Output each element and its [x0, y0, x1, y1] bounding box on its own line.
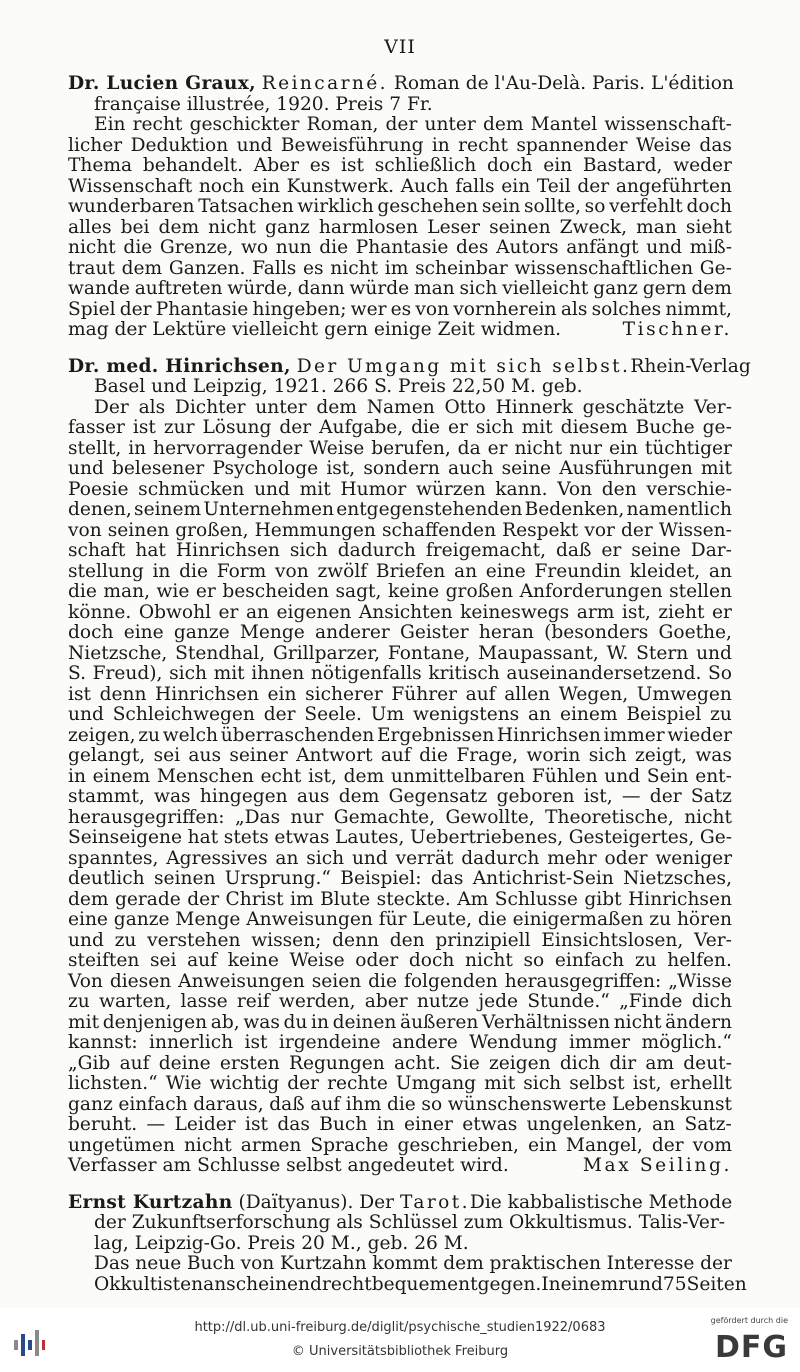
body-line: stellt, in hervorragender Weise berufen, da er nicht nur ein tüchtiger: [68, 437, 732, 459]
review-heading-line: Basel und Leipzig, 1921. 266 S. Preis 22,50 M. geb.: [94, 376, 583, 397]
body-line: nicht die Grenze, wo nun die Phantasie des Autors anfängt und miß-: [68, 237, 732, 258]
body-line: steiften sei auf keine Weise oder doch nicht so einfach zu helfen.: [68, 950, 732, 971]
review-kurtzahn: [68, 1191, 747, 1296]
body-line: und belesener Psychologe ist, sondern auch seine Ausführungen mit: [68, 458, 732, 479]
body-line: Das neue Buch von Kurtzahn kommt dem praktischen Interesse der: [94, 1253, 732, 1274]
body-line: spanntes, Agressives an sich und verrät dadurch mehr oder weniger: [68, 847, 732, 869]
body-line: gelangt, sei aus seiner Antwort auf die Frage, worin sich zeigt, was: [68, 745, 732, 766]
body-line: Spiel der Phantasie hingeben; wer es von vornherein als solches nimmt,: [68, 298, 732, 320]
body-line: und zu verstehen wissen; denn den prinzipiell Einsichtslosen, Ver-: [68, 929, 732, 951]
body-line: eine ganze Menge Anweisungen für Leute, die einigermaßen zu hören: [68, 909, 732, 930]
review-graux: [68, 74, 732, 341]
review-author: Dr. med. Hinrichsen,: [68, 355, 291, 377]
body-line: Okkultisten anscheinend recht bequem entgegen. In einem rund 75 Seiten: [94, 1273, 747, 1295]
body-line: die man, wie er bescheiden sagt, keine großen Anforderungen stellen: [68, 581, 732, 602]
review-heading-line: Ernst Kurtzahn (Daïtyanus). Der Tarot. Die kabbalistische Methode: [68, 1191, 733, 1213]
source-url-link[interactable]: http://dl.ub.uni-freiburg.de/diglit/psychische_studien1922/0683: [194, 1320, 606, 1335]
body-line: Von diesen Anweisungen seien die folgenden herausgegriffen: „Wisse: [68, 970, 732, 992]
review-heading-line: der Zukunftserforschung als Schlüssel zum Okkultismus. Talis-Ver-: [94, 1212, 725, 1233]
dfg-funding-note: gefördert durch die: [710, 1316, 788, 1325]
body-line: wande auftreten würde, dann würde man sich vielleicht ganz gern dem: [68, 278, 732, 299]
body-line: Verfasser am Schlusse selbst angedeutet wird. Max Seiling.: [68, 1155, 732, 1176]
review-heading-line: lag, Leipzig-Go. Preis 20 M., geb. 26 M.: [94, 1232, 469, 1254]
review-author: Dr. Lucien Graux,: [68, 73, 256, 94]
body-line: S. Freud), sich mit ihnen nötigenfalls kritisch auseinandersetzend. So: [68, 663, 732, 684]
review-signature: Tischner.: [622, 319, 732, 340]
review-hinrichsen: [68, 355, 751, 1177]
body-line: doch eine ganze Menge anderer Geister heran (besonders Goethe,: [68, 622, 732, 643]
body-line: beruht. — Leider ist das Buch in einer etwas ungelenken, an Satz-: [68, 1114, 732, 1135]
dfg-logo: DFG: [714, 1330, 788, 1365]
review-heading-line: Dr. Lucien Graux, Reincarné. Roman de l'Au-Delà. Paris. L'édition: [68, 73, 734, 94]
body-line: Seinseigene hat stets etwas Lautes, Uebertriebenes, Gesteigertes, Ge-: [68, 827, 732, 848]
body-line: fasser ist zur Lösung der Aufgabe, die er sich mit diesem Buche ge-: [68, 417, 732, 438]
body-line: ungetümen nicht armen Sprache geschrieben, ein Mangel, der vom: [68, 1134, 732, 1156]
footer: [0, 1308, 800, 1372]
body-line: Der als Dichter unter dem Namen Otto Hinnerk geschätzte Ver-: [94, 396, 732, 418]
body-line: könne. Obwohl er an eigenen Ansichten keineswegs arm ist, zieht er: [68, 601, 732, 623]
body-line: Wissenschaft noch ein Kunstwerk. Auch falls ein Teil der angeführten: [68, 175, 732, 197]
body-line: Thema behandelt. Aber es ist schließlich doch ein Bastard, weder: [68, 155, 732, 176]
review-heading-line: Dr. med. Hinrichsen, Der Umgang mit sich selbst. Rhein-Verlag: [68, 355, 751, 377]
body-line: licher Deduktion und Beweisführung in recht spannender Weise das: [68, 134, 732, 156]
body-line: Ein recht geschickter Roman, der unter dem Mantel wissenschaft-: [94, 114, 732, 135]
body-line: Poesie schmücken und mit Humor würzen kann. Von den verschie-: [68, 478, 732, 500]
body-line: zeigen, zu welch überraschenden Ergebnissen Hinrichsen immer wieder: [68, 724, 732, 746]
body-line: Nietzsche, Stendhal, Grillparzer, Fontane, Maupassant, W. Stern und: [68, 642, 732, 664]
body-line: stellung in die Form von zwölf Briefen an eine Freundin kleidet, an: [68, 560, 732, 582]
body-line: mit denjenigen ab, was du in deinen äußeren Verhältnissen nicht ändern: [68, 1011, 732, 1033]
body-line: zu warten, lasse reif werden, aber nutze jede Stunde.“ „Finde dich: [68, 991, 732, 1012]
body-line: deutlich seinen Ursprung.“ Beispiel: das Antichrist-Sein Nietzsches,: [68, 868, 732, 889]
body-line: lichsten.“ Wie wichtig der rechte Umgang mit sich selbst ist, erhellt: [68, 1073, 732, 1094]
body-line: denen, seinem Unternehmen entgegenstehenden Bedenken, namentlich: [68, 499, 732, 520]
body-line: „Gib auf deine ersten Regungen acht. Sie zeigen dich dir am deut-: [68, 1052, 732, 1074]
body-line: dem gerade der Christ im Blute steckte. Am Schlusse gibt Hinrichsen: [68, 888, 732, 910]
review-title: Der Umgang mit sich selbst.: [296, 355, 631, 377]
body-line: von seinen großen, Hemmungen schaffenden Respekt vor der Wissen-: [68, 519, 732, 541]
review-body: [68, 115, 732, 341]
body-line: ganz einfach daraus, daß auf ihm die so wünschenswerte Lebenskunst: [68, 1093, 732, 1115]
body-line: herausgegriffen: „Das nur Gemachte, Gewollte, Theoretische, nicht: [68, 806, 732, 828]
review-title: Tarot.: [399, 1191, 470, 1213]
body-line: alles bei dem nicht ganz harmlosen Leser seinen Zweck, man sieht: [68, 216, 732, 238]
body-line: in einem Menschen echt ist, dem unmittelbaren Fühlen und Sein ent-: [68, 765, 732, 787]
review-body: [68, 398, 732, 1177]
review-heading-line: française illustrée, 1920. Preis 7 Fr.: [94, 93, 433, 115]
review-signature: Max Seiling.: [582, 1155, 732, 1176]
body-line: mag der Lektüre vielleicht gern einige Zeit widmen. Tischner.: [68, 319, 732, 340]
body-line: ist denn Hinrichsen ein sicherer Führer auf allen Wegen, Umwegen: [68, 683, 732, 705]
review-title: Reincarné.: [261, 73, 388, 94]
body-line: traut dem Ganzen. Falls es nicht im scheinbar wissenschaftlichen Ge-: [68, 257, 732, 279]
page-text: [68, 73, 751, 1311]
body-line: kannst: innerlich ist irgendeine andere Wendung immer möglich.“: [68, 1032, 732, 1053]
body-line: wunderbaren Tatsachen wirklich geschehen sein sollte, so verfehlt doch: [68, 196, 732, 217]
body-line: und Schleichwegen der Seele. Um wenigstens an einem Beispiel zu: [68, 704, 732, 725]
body-line: stammt, was hingegen aus dem Gegensatz geboren ist, — der Satz: [68, 786, 732, 807]
review-author: Ernst Kurtzahn: [68, 1191, 233, 1213]
copyright-notice: © Universitätsbibliothek Freiburg: [291, 1344, 509, 1359]
body-line: schaft hat Hinrichsen sich dadurch freigemacht, daß er seine Dar-: [68, 540, 732, 561]
review-body: [68, 1253, 747, 1295]
page-number: VII: [384, 36, 416, 58]
